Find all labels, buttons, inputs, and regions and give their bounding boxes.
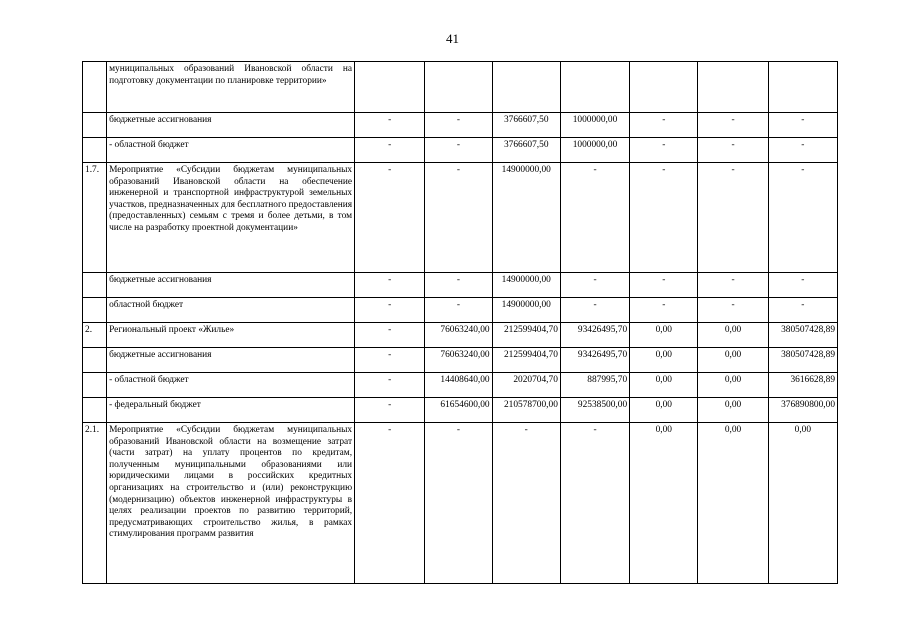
value-cell: - (630, 138, 698, 163)
row-description: - областной бюджет (107, 138, 355, 163)
value-cell (425, 62, 492, 113)
value-cell (355, 62, 425, 113)
value-cell: - (630, 298, 698, 323)
value-cell: - (768, 113, 837, 138)
row-number (83, 113, 107, 138)
value-cell (698, 62, 768, 113)
value-cell (630, 62, 698, 113)
value-cell: - (355, 273, 425, 298)
table-row (83, 323, 838, 348)
value-cell: 14900000,00 (492, 163, 560, 273)
value-cell: 0,00 (768, 423, 837, 584)
value-cell: - (355, 398, 425, 423)
value-cell: - (425, 273, 492, 298)
value-cell: 61654600,00 (425, 398, 492, 423)
value-cell (492, 62, 560, 113)
value-cell: - (698, 298, 768, 323)
row-number: 2. (83, 323, 107, 348)
table-row (83, 398, 838, 423)
row-number (83, 273, 107, 298)
value-cell: - (425, 113, 492, 138)
value-cell: - (698, 138, 768, 163)
table-row (83, 138, 838, 163)
value-cell: - (355, 323, 425, 348)
value-cell: 0,00 (630, 423, 698, 584)
value-cell: 76063240,00 (425, 323, 492, 348)
row-description: бюджетные ассигнования (107, 273, 355, 298)
value-cell: 0,00 (630, 348, 698, 373)
value-cell: 93426495,70 (560, 348, 629, 373)
table-row (83, 62, 838, 113)
value-cell: 376890800,00 (768, 398, 837, 423)
value-cell: 0,00 (630, 323, 698, 348)
value-cell: 93426495,70 (560, 323, 629, 348)
value-cell: - (425, 298, 492, 323)
value-cell: 14900000,00 (492, 273, 560, 298)
value-cell: 0,00 (698, 398, 768, 423)
row-description: - федеральный бюджет (107, 398, 355, 423)
value-cell: 14900000,00 (492, 298, 560, 323)
value-cell: 0,00 (630, 373, 698, 398)
row-number (83, 398, 107, 423)
page-number: 41 (446, 31, 459, 46)
value-cell: - (560, 273, 629, 298)
value-cell: - (560, 298, 629, 323)
table-row (83, 348, 838, 373)
row-number: 1.7. (83, 163, 107, 273)
row-number (83, 298, 107, 323)
row-description: бюджетные ассигнования (107, 113, 355, 138)
row-description: бюджетные ассигнования (107, 348, 355, 373)
row-description: Мероприятие «Субсидии бюджетам муниципальных образований Ивановской области на обеспечение инженерной и транспортной инфраструктурой земельных участков, предназначенных для бесплатного предоставления (предоставленных) семьям с тремя и более детьми, в том числе на разработку проектной документации» (107, 163, 355, 273)
value-cell: 212599404,70 (492, 323, 560, 348)
value-cell: - (355, 373, 425, 398)
value-cell: - (560, 163, 629, 273)
row-number (83, 62, 107, 113)
value-cell: - (768, 298, 837, 323)
table-row (83, 113, 838, 138)
budget-table (82, 61, 838, 584)
value-cell: - (768, 163, 837, 273)
row-description: Мероприятие «Субсидии бюджетам муниципальных образований Ивановской области на возмещение затрат (части затрат) на уплату процентов по кредитам, полученным муниципальными образованиями или юридическими лицами в российских кредитных организациях на строительство и (или) реконструкцию (модернизацию) объектов инженерной инфраструктуры в целях реализации проектов по развитию территорий, предусматривающих строительство жилья, в рамках стимулирования программ развития (107, 423, 355, 584)
value-cell: 0,00 (698, 348, 768, 373)
value-cell: 0,00 (698, 323, 768, 348)
value-cell: 2020704,70 (492, 373, 560, 398)
value-cell: - (355, 163, 425, 273)
value-cell: - (768, 138, 837, 163)
row-number: 2.1. (83, 423, 107, 584)
value-cell: 380507428,89 (768, 348, 837, 373)
value-cell: - (425, 138, 492, 163)
value-cell: 212599404,70 (492, 348, 560, 373)
value-cell: 887995,70 (560, 373, 629, 398)
row-description: - областной бюджет (107, 373, 355, 398)
value-cell: 3616628,89 (768, 373, 837, 398)
value-cell: 0,00 (698, 423, 768, 584)
value-cell: 380507428,89 (768, 323, 837, 348)
value-cell: 1000000,00 (560, 138, 629, 163)
value-cell: - (698, 113, 768, 138)
table-row (83, 273, 838, 298)
table-row (83, 163, 838, 273)
value-cell: 3766607,50 (492, 113, 560, 138)
value-cell: 3766607,50 (492, 138, 560, 163)
row-number (83, 373, 107, 398)
value-cell: 210578700,00 (492, 398, 560, 423)
value-cell: - (355, 138, 425, 163)
value-cell: - (355, 348, 425, 373)
value-cell: - (425, 423, 492, 584)
row-description: Региональный проект «Жилье» (107, 323, 355, 348)
table-row (83, 373, 838, 398)
value-cell: - (630, 163, 698, 273)
value-cell (768, 62, 837, 113)
value-cell: - (630, 113, 698, 138)
value-cell: - (630, 273, 698, 298)
value-cell: - (560, 423, 629, 584)
row-description: областной бюджет (107, 298, 355, 323)
value-cell (560, 62, 629, 113)
value-cell: - (768, 273, 837, 298)
row-number (83, 348, 107, 373)
value-cell: - (698, 163, 768, 273)
value-cell: 0,00 (698, 373, 768, 398)
value-cell: - (355, 113, 425, 138)
value-cell: 1000000,00 (560, 113, 629, 138)
value-cell: 92538500,00 (560, 398, 629, 423)
table-row (83, 298, 838, 323)
value-cell: - (698, 273, 768, 298)
value-cell: 14408640,00 (425, 373, 492, 398)
table-row (83, 423, 838, 584)
value-cell: - (425, 163, 492, 273)
row-number (83, 138, 107, 163)
value-cell: - (355, 423, 425, 584)
value-cell: - (492, 423, 560, 584)
row-description: муниципальных образований Ивановской области на подготовку документации по планировке территории» (107, 62, 355, 113)
value-cell: - (355, 298, 425, 323)
value-cell: 76063240,00 (425, 348, 492, 373)
value-cell: 0,00 (630, 398, 698, 423)
